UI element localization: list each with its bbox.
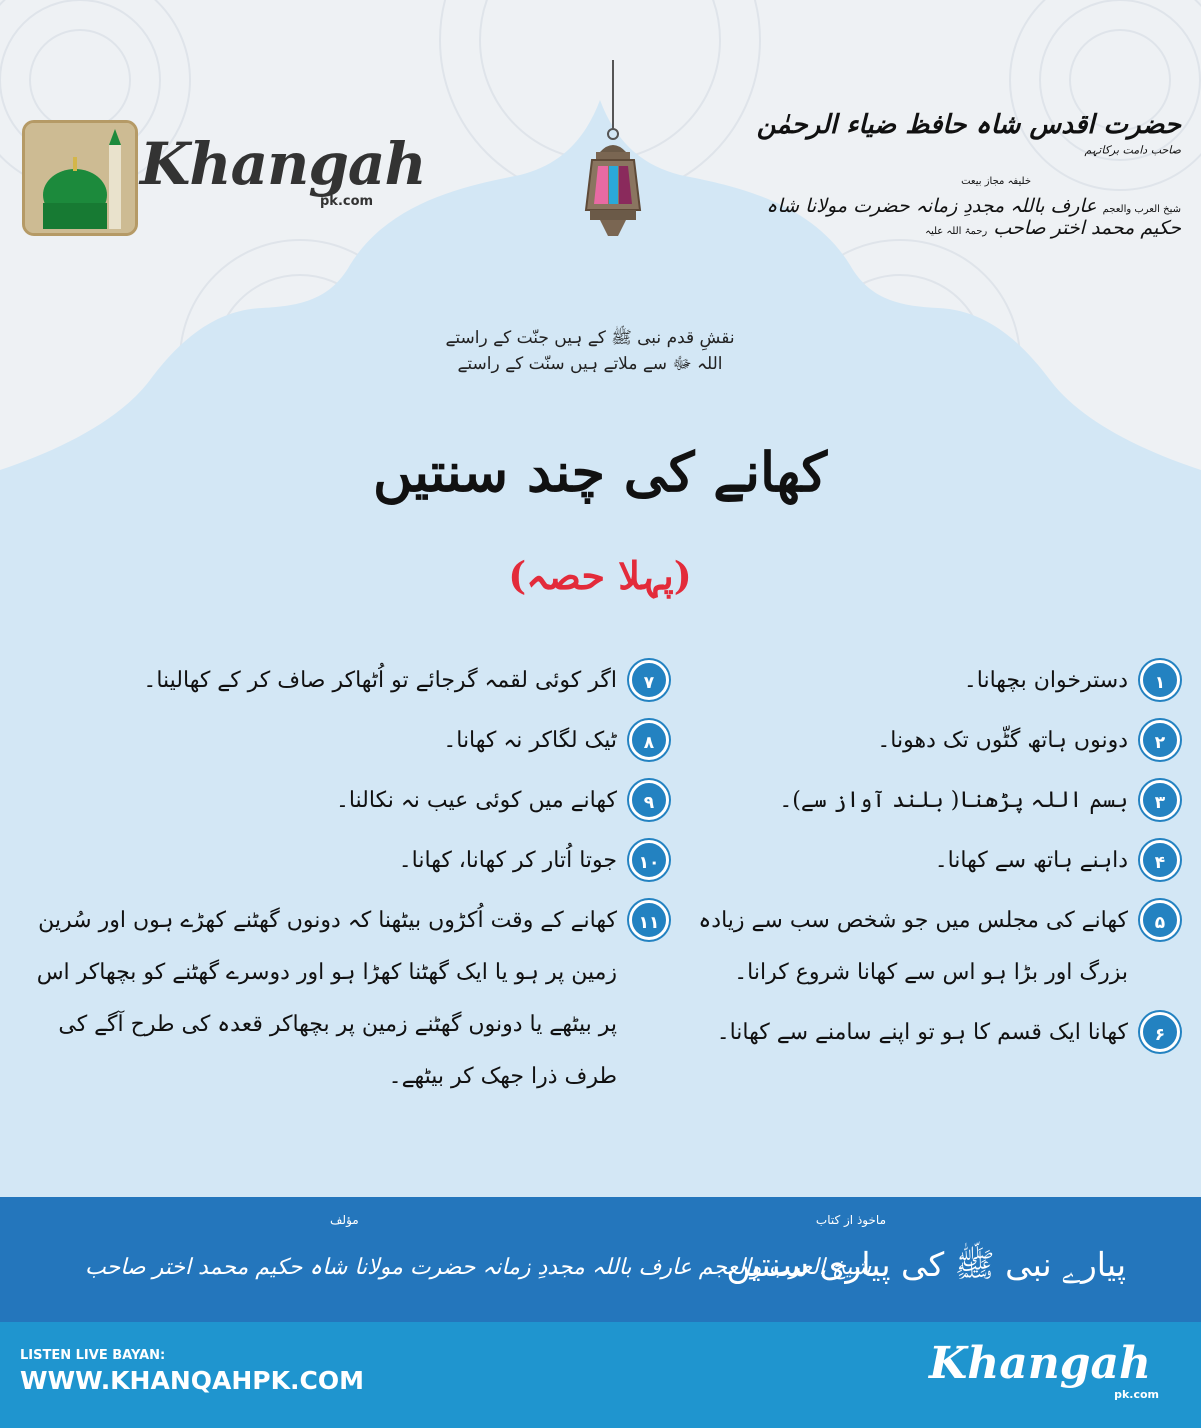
list-item bbox=[660, 655, 1180, 707]
khangah-logo[interactable] bbox=[22, 112, 426, 232]
khalifa-label: خلیفہ مجاز بیعت bbox=[961, 176, 1031, 187]
couplet bbox=[380, 325, 800, 377]
couplet-line-2: اللہ ﷻ سے ملاتے ہیں سنّت کے راستے bbox=[457, 354, 723, 374]
author-label: مؤلف bbox=[330, 1213, 359, 1227]
list-item bbox=[15, 715, 669, 767]
list-item bbox=[15, 835, 669, 887]
number-badge: ۶ bbox=[1140, 1012, 1180, 1052]
number-badge: ۵ bbox=[1140, 900, 1180, 940]
list-item bbox=[660, 715, 1180, 767]
item-text: کھانے کی مجلس میں جو شخص سب سے زیادہ بزرگ اور بڑا ہو اس سے کھانا شروع کرانا۔ bbox=[698, 908, 1128, 985]
logo-subtext: pk.com bbox=[320, 194, 374, 209]
number-badge: ۸ bbox=[629, 720, 669, 760]
item-text: بسم اللہ پڑھنا( بلند آواز سے)۔ bbox=[779, 788, 1128, 813]
shaykh-name: حضرت اقدس شاہ حافظ ضیاء الرحمٰن $^{صاحب دامت برکاتہم}$ bbox=[756, 110, 1181, 157]
item-text: اگر کوئی لقمہ گرجائے تو اُٹھاکر صاف کر کے کھالینا۔ bbox=[143, 668, 617, 693]
list-item bbox=[15, 655, 669, 707]
number-badge: ۱۱ bbox=[629, 900, 669, 940]
list-item bbox=[15, 775, 669, 827]
list-item bbox=[15, 895, 669, 1103]
item-text: کھانے کے وقت اُکڑوں بیٹھنا کہ دونوں گھٹنے کھڑے ہوں اور سُرین زمین پر ہو یا ایک گھٹنا کھڑا ہو اور دوسرے گھٹنے کو بچھاکر اس پر بیٹھے یا دونوں گھٹنے زمین پر بچھاکر قعدہ کی طرح آگے کی طرف ذرا جھک کر بیٹھے۔ bbox=[36, 908, 617, 1089]
list-item bbox=[660, 895, 1180, 999]
sunnah-list-left bbox=[15, 655, 669, 1103]
number-badge: ۹ bbox=[629, 780, 669, 820]
book-label: ماخوذ از کتاب bbox=[815, 1213, 886, 1227]
item-text: جوتا اُتار کر کھانا، کھانا۔ bbox=[398, 848, 617, 873]
mentor-name: شیخ العرب والعجم عارف باللہ مجددِ زمانہ حضرت مولانا شاہ حکیم محمد اختر صاحب رحمۃ اللہ علیہ bbox=[766, 195, 1181, 239]
number-badge: ۲ bbox=[1140, 720, 1180, 760]
source-footer bbox=[0, 1197, 1201, 1322]
item-text: دونوں ہاتھ گٹّوں تک دھونا۔ bbox=[877, 728, 1128, 753]
number-badge: ۴ bbox=[1140, 840, 1180, 880]
footer-logo-subtext: pk.com bbox=[1114, 1388, 1159, 1401]
listen-live-label: LISTEN LIVE BAYAN: bbox=[20, 1348, 166, 1363]
mosque-dome-icon bbox=[22, 120, 138, 236]
list-item bbox=[660, 775, 1180, 827]
list-item bbox=[660, 1007, 1180, 1059]
item-text: دسترخوان بچھانا۔ bbox=[963, 668, 1128, 693]
page-title: کھانے کی چند سنتیں bbox=[372, 440, 828, 504]
lantern-icon bbox=[578, 60, 648, 250]
sunnah-list-right bbox=[660, 655, 1180, 1059]
number-badge: ۱ bbox=[1140, 660, 1180, 700]
number-badge: ۳ bbox=[1140, 780, 1180, 820]
logo-wordmark: Khangah bbox=[140, 130, 426, 198]
item-text: کھانے میں کوئی عیب نہ نکالنا۔ bbox=[335, 788, 617, 813]
number-badge: ۱۰ bbox=[629, 840, 669, 880]
shaykh-header bbox=[751, 110, 1181, 239]
couplet-line-1: نقشِ قدم نبی ﷺ کے ہیں جنّت کے راستے bbox=[445, 328, 735, 348]
website-link[interactable]: WWW.KHANQAHPK.COM bbox=[20, 1366, 364, 1395]
footer-logo[interactable]: Khangah bbox=[929, 1338, 1151, 1389]
number-badge: ۷ bbox=[629, 660, 669, 700]
list-item bbox=[660, 835, 1180, 887]
author-name: شیخ العرب والعجم عارف باللہ مجددِ زمانہ حضرت مولانا شاہ حکیم محمد اختر صاحب bbox=[85, 1255, 872, 1280]
item-text: ٹیک لگاکر نہ کھانا۔ bbox=[443, 728, 617, 753]
book-title: پیارے نبی ﷺ کی پیاری سنتیں bbox=[726, 1245, 1126, 1284]
bottom-bar bbox=[0, 1322, 1201, 1428]
part-subtitle: (پہلا حصہ) bbox=[508, 553, 692, 598]
item-text: داہنے ہاتھ سے کھانا۔ bbox=[934, 848, 1128, 873]
item-text: کھانا ایک قسم کا ہو تو اپنے سامنے سے کھانا۔ bbox=[716, 1020, 1128, 1045]
